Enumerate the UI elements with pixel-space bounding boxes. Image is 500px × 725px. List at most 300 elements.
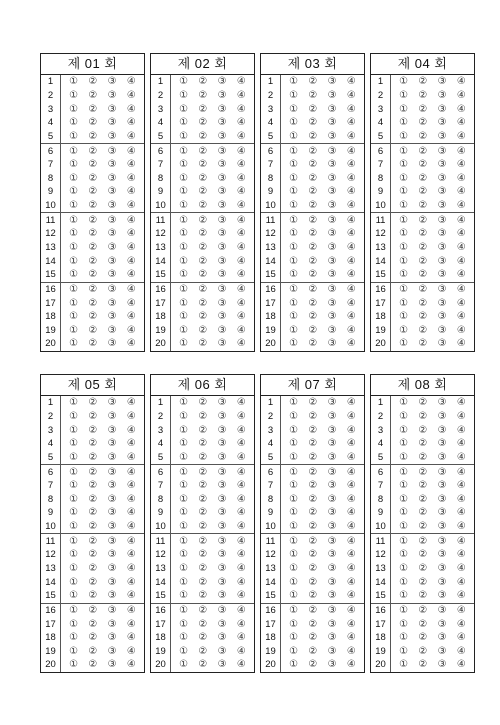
- answer-bubble-1[interactable]: ①: [289, 89, 299, 101]
- answer-bubble-3[interactable]: ③: [107, 324, 117, 336]
- answer-bubble-2[interactable]: ②: [308, 576, 318, 588]
- answer-bubble-1[interactable]: ①: [289, 645, 299, 657]
- answer-bubble-1[interactable]: ①: [399, 493, 409, 505]
- answer-bubble-3[interactable]: ③: [327, 535, 337, 547]
- answer-bubble-2[interactable]: ②: [308, 451, 318, 463]
- answer-bubble-3[interactable]: ③: [107, 76, 117, 88]
- answer-bubble-2[interactable]: ②: [418, 507, 428, 519]
- answer-bubble-4[interactable]: ④: [456, 604, 466, 616]
- answer-bubble-1[interactable]: ①: [179, 200, 189, 212]
- answer-bubble-1[interactable]: ①: [289, 618, 299, 630]
- answer-bubble-4[interactable]: ④: [236, 117, 246, 129]
- answer-bubble-1[interactable]: ①: [69, 200, 79, 212]
- answer-bubble-2[interactable]: ②: [418, 130, 428, 142]
- answer-bubble-2[interactable]: ②: [198, 451, 208, 463]
- answer-bubble-4[interactable]: ④: [236, 297, 246, 309]
- answer-bubble-4[interactable]: ④: [456, 269, 466, 281]
- answer-bubble-4[interactable]: ④: [236, 76, 246, 88]
- answer-bubble-4[interactable]: ④: [126, 493, 136, 505]
- answer-bubble-2[interactable]: ②: [418, 76, 428, 88]
- answer-bubble-3[interactable]: ③: [217, 117, 227, 129]
- answer-bubble-4[interactable]: ④: [236, 145, 246, 157]
- answer-bubble-4[interactable]: ④: [126, 397, 136, 409]
- answer-bubble-4[interactable]: ④: [346, 76, 356, 88]
- answer-bubble-1[interactable]: ①: [69, 283, 79, 295]
- answer-bubble-1[interactable]: ①: [179, 466, 189, 478]
- answer-bubble-2[interactable]: ②: [308, 269, 318, 281]
- answer-bubble-1[interactable]: ①: [69, 228, 79, 240]
- answer-bubble-1[interactable]: ①: [179, 324, 189, 336]
- answer-bubble-4[interactable]: ④: [236, 311, 246, 323]
- answer-bubble-4[interactable]: ④: [456, 438, 466, 450]
- answer-bubble-3[interactable]: ③: [217, 103, 227, 115]
- answer-bubble-3[interactable]: ③: [217, 269, 227, 281]
- answer-bubble-1[interactable]: ①: [179, 186, 189, 198]
- answer-bubble-4[interactable]: ④: [346, 466, 356, 478]
- answer-bubble-1[interactable]: ①: [69, 604, 79, 616]
- answer-bubble-2[interactable]: ②: [418, 618, 428, 630]
- answer-bubble-3[interactable]: ③: [437, 76, 447, 88]
- answer-bubble-3[interactable]: ③: [437, 200, 447, 212]
- answer-bubble-4[interactable]: ④: [346, 200, 356, 212]
- answer-bubble-3[interactable]: ③: [437, 493, 447, 505]
- answer-bubble-1[interactable]: ①: [69, 466, 79, 478]
- answer-bubble-3[interactable]: ③: [437, 632, 447, 644]
- answer-bubble-2[interactable]: ②: [418, 159, 428, 171]
- answer-bubble-4[interactable]: ④: [346, 590, 356, 602]
- answer-bubble-1[interactable]: ①: [289, 103, 299, 115]
- answer-bubble-4[interactable]: ④: [126, 521, 136, 533]
- answer-bubble-1[interactable]: ①: [179, 507, 189, 519]
- answer-bubble-4[interactable]: ④: [346, 576, 356, 588]
- answer-bubble-2[interactable]: ②: [88, 214, 98, 226]
- answer-bubble-4[interactable]: ④: [346, 311, 356, 323]
- answer-bubble-1[interactable]: ①: [399, 145, 409, 157]
- answer-bubble-1[interactable]: ①: [69, 632, 79, 644]
- answer-bubble-2[interactable]: ②: [308, 618, 318, 630]
- answer-bubble-2[interactable]: ②: [88, 466, 98, 478]
- answer-bubble-4[interactable]: ④: [236, 159, 246, 171]
- answer-bubble-3[interactable]: ③: [437, 324, 447, 336]
- answer-bubble-3[interactable]: ③: [217, 397, 227, 409]
- answer-bubble-2[interactable]: ②: [418, 438, 428, 450]
- answer-bubble-3[interactable]: ③: [437, 103, 447, 115]
- answer-bubble-2[interactable]: ②: [308, 410, 318, 422]
- answer-bubble-1[interactable]: ①: [399, 397, 409, 409]
- answer-bubble-2[interactable]: ②: [418, 604, 428, 616]
- answer-bubble-3[interactable]: ③: [217, 311, 227, 323]
- answer-bubble-1[interactable]: ①: [399, 632, 409, 644]
- answer-bubble-4[interactable]: ④: [456, 590, 466, 602]
- answer-bubble-4[interactable]: ④: [456, 214, 466, 226]
- answer-bubble-2[interactable]: ②: [418, 659, 428, 671]
- answer-bubble-1[interactable]: ①: [289, 659, 299, 671]
- answer-bubble-2[interactable]: ②: [88, 186, 98, 198]
- answer-bubble-2[interactable]: ②: [308, 159, 318, 171]
- answer-bubble-2[interactable]: ②: [198, 130, 208, 142]
- answer-bubble-4[interactable]: ④: [346, 159, 356, 171]
- answer-bubble-2[interactable]: ②: [308, 89, 318, 101]
- answer-bubble-2[interactable]: ②: [308, 324, 318, 336]
- answer-bubble-2[interactable]: ②: [88, 130, 98, 142]
- answer-bubble-1[interactable]: ①: [399, 659, 409, 671]
- answer-bubble-3[interactable]: ③: [217, 228, 227, 240]
- answer-bubble-3[interactable]: ③: [217, 172, 227, 184]
- answer-bubble-4[interactable]: ④: [126, 76, 136, 88]
- answer-bubble-3[interactable]: ③: [217, 632, 227, 644]
- answer-bubble-3[interactable]: ③: [437, 618, 447, 630]
- answer-bubble-2[interactable]: ②: [198, 228, 208, 240]
- answer-bubble-3[interactable]: ③: [327, 632, 337, 644]
- answer-bubble-3[interactable]: ③: [327, 130, 337, 142]
- answer-bubble-1[interactable]: ①: [69, 535, 79, 547]
- answer-bubble-1[interactable]: ①: [289, 172, 299, 184]
- answer-bubble-1[interactable]: ①: [399, 424, 409, 436]
- answer-bubble-3[interactable]: ③: [437, 480, 447, 492]
- answer-bubble-3[interactable]: ③: [327, 576, 337, 588]
- answer-bubble-1[interactable]: ①: [69, 242, 79, 253]
- answer-bubble-2[interactable]: ②: [418, 214, 428, 226]
- answer-bubble-4[interactable]: ④: [346, 255, 356, 267]
- answer-bubble-4[interactable]: ④: [456, 451, 466, 463]
- answer-bubble-2[interactable]: ②: [418, 466, 428, 478]
- answer-bubble-3[interactable]: ③: [437, 214, 447, 226]
- answer-bubble-1[interactable]: ①: [289, 242, 299, 253]
- answer-bubble-4[interactable]: ④: [126, 438, 136, 450]
- answer-bubble-4[interactable]: ④: [126, 424, 136, 436]
- answer-bubble-3[interactable]: ③: [437, 186, 447, 198]
- answer-bubble-1[interactable]: ①: [179, 451, 189, 463]
- answer-bubble-1[interactable]: ①: [69, 269, 79, 281]
- answer-bubble-4[interactable]: ④: [236, 186, 246, 198]
- answer-bubble-1[interactable]: ①: [69, 563, 79, 574]
- answer-bubble-1[interactable]: ①: [179, 76, 189, 88]
- answer-bubble-3[interactable]: ③: [437, 424, 447, 436]
- answer-bubble-2[interactable]: ②: [198, 410, 208, 422]
- answer-bubble-1[interactable]: ①: [69, 451, 79, 463]
- answer-bubble-3[interactable]: ③: [107, 507, 117, 519]
- answer-bubble-3[interactable]: ③: [107, 117, 117, 129]
- answer-bubble-4[interactable]: ④: [126, 338, 136, 350]
- answer-bubble-4[interactable]: ④: [456, 563, 466, 574]
- answer-bubble-1[interactable]: ①: [399, 89, 409, 101]
- answer-bubble-4[interactable]: ④: [346, 480, 356, 492]
- answer-bubble-4[interactable]: ④: [346, 117, 356, 129]
- answer-bubble-4[interactable]: ④: [126, 297, 136, 309]
- answer-bubble-4[interactable]: ④: [126, 255, 136, 267]
- answer-bubble-2[interactable]: ②: [308, 645, 318, 657]
- answer-bubble-3[interactable]: ③: [437, 521, 447, 533]
- answer-bubble-3[interactable]: ③: [437, 604, 447, 616]
- answer-bubble-4[interactable]: ④: [456, 659, 466, 671]
- answer-bubble-4[interactable]: ④: [456, 466, 466, 478]
- answer-bubble-3[interactable]: ③: [107, 338, 117, 350]
- answer-bubble-4[interactable]: ④: [236, 521, 246, 533]
- answer-bubble-2[interactable]: ②: [308, 438, 318, 450]
- answer-bubble-1[interactable]: ①: [179, 438, 189, 450]
- answer-bubble-2[interactable]: ②: [308, 521, 318, 533]
- answer-bubble-1[interactable]: ①: [69, 76, 79, 88]
- answer-bubble-2[interactable]: ②: [88, 645, 98, 657]
- answer-bubble-3[interactable]: ③: [437, 576, 447, 588]
- answer-bubble-1[interactable]: ①: [179, 145, 189, 157]
- answer-bubble-3[interactable]: ③: [327, 200, 337, 212]
- answer-bubble-2[interactable]: ②: [418, 324, 428, 336]
- answer-bubble-2[interactable]: ②: [418, 228, 428, 240]
- answer-bubble-2[interactable]: ②: [88, 172, 98, 184]
- answer-bubble-3[interactable]: ③: [437, 338, 447, 350]
- answer-bubble-2[interactable]: ②: [418, 283, 428, 295]
- answer-bubble-4[interactable]: ④: [456, 186, 466, 198]
- answer-bubble-4[interactable]: ④: [456, 130, 466, 142]
- answer-bubble-4[interactable]: ④: [236, 493, 246, 505]
- answer-bubble-2[interactable]: ②: [88, 255, 98, 267]
- answer-bubble-2[interactable]: ②: [88, 480, 98, 492]
- answer-bubble-4[interactable]: ④: [346, 451, 356, 463]
- answer-bubble-4[interactable]: ④: [126, 145, 136, 157]
- answer-bubble-1[interactable]: ①: [69, 480, 79, 492]
- answer-bubble-3[interactable]: ③: [217, 535, 227, 547]
- answer-bubble-1[interactable]: ①: [179, 103, 189, 115]
- answer-bubble-1[interactable]: ①: [289, 466, 299, 478]
- answer-bubble-4[interactable]: ④: [346, 186, 356, 198]
- answer-bubble-4[interactable]: ④: [456, 283, 466, 295]
- answer-bubble-2[interactable]: ②: [308, 242, 318, 253]
- answer-bubble-2[interactable]: ②: [88, 297, 98, 309]
- answer-bubble-1[interactable]: ①: [179, 214, 189, 226]
- answer-bubble-1[interactable]: ①: [399, 103, 409, 115]
- answer-bubble-1[interactable]: ①: [179, 338, 189, 350]
- answer-bubble-4[interactable]: ④: [346, 410, 356, 422]
- answer-bubble-1[interactable]: ①: [289, 397, 299, 409]
- answer-bubble-4[interactable]: ④: [456, 117, 466, 129]
- answer-bubble-3[interactable]: ③: [327, 269, 337, 281]
- answer-bubble-3[interactable]: ③: [217, 466, 227, 478]
- answer-bubble-3[interactable]: ③: [217, 590, 227, 602]
- answer-bubble-4[interactable]: ④: [236, 604, 246, 616]
- answer-bubble-1[interactable]: ①: [69, 172, 79, 184]
- answer-bubble-2[interactable]: ②: [88, 283, 98, 295]
- answer-bubble-4[interactable]: ④: [236, 507, 246, 519]
- answer-bubble-1[interactable]: ①: [179, 563, 189, 574]
- answer-bubble-3[interactable]: ③: [107, 214, 117, 226]
- answer-bubble-2[interactable]: ②: [88, 659, 98, 671]
- answer-bubble-4[interactable]: ④: [126, 576, 136, 588]
- answer-bubble-3[interactable]: ③: [217, 200, 227, 212]
- answer-bubble-4[interactable]: ④: [236, 103, 246, 115]
- answer-bubble-2[interactable]: ②: [88, 76, 98, 88]
- answer-bubble-2[interactable]: ②: [198, 311, 208, 323]
- answer-bubble-1[interactable]: ①: [289, 549, 299, 561]
- answer-bubble-4[interactable]: ④: [236, 659, 246, 671]
- answer-bubble-1[interactable]: ①: [399, 410, 409, 422]
- answer-bubble-3[interactable]: ③: [107, 576, 117, 588]
- answer-bubble-4[interactable]: ④: [126, 103, 136, 115]
- answer-bubble-2[interactable]: ②: [198, 269, 208, 281]
- answer-bubble-4[interactable]: ④: [236, 576, 246, 588]
- answer-bubble-2[interactable]: ②: [198, 632, 208, 644]
- answer-bubble-2[interactable]: ②: [308, 145, 318, 157]
- answer-bubble-3[interactable]: ③: [327, 507, 337, 519]
- answer-bubble-4[interactable]: ④: [126, 549, 136, 561]
- answer-bubble-4[interactable]: ④: [126, 618, 136, 630]
- answer-bubble-2[interactable]: ②: [198, 521, 208, 533]
- answer-bubble-4[interactable]: ④: [236, 466, 246, 478]
- answer-bubble-1[interactable]: ①: [289, 438, 299, 450]
- answer-bubble-2[interactable]: ②: [418, 590, 428, 602]
- answer-bubble-4[interactable]: ④: [456, 507, 466, 519]
- answer-bubble-4[interactable]: ④: [456, 338, 466, 350]
- answer-bubble-2[interactable]: ②: [308, 590, 318, 602]
- answer-bubble-3[interactable]: ③: [327, 645, 337, 657]
- answer-bubble-1[interactable]: ①: [69, 324, 79, 336]
- answer-bubble-2[interactable]: ②: [418, 172, 428, 184]
- answer-bubble-1[interactable]: ①: [399, 480, 409, 492]
- answer-bubble-2[interactable]: ②: [88, 228, 98, 240]
- answer-bubble-4[interactable]: ④: [126, 228, 136, 240]
- answer-bubble-4[interactable]: ④: [126, 117, 136, 129]
- answer-bubble-1[interactable]: ①: [179, 493, 189, 505]
- answer-bubble-2[interactable]: ②: [198, 507, 208, 519]
- answer-bubble-2[interactable]: ②: [88, 159, 98, 171]
- answer-bubble-3[interactable]: ③: [437, 466, 447, 478]
- answer-bubble-3[interactable]: ③: [107, 410, 117, 422]
- answer-bubble-3[interactable]: ③: [437, 535, 447, 547]
- answer-bubble-2[interactable]: ②: [198, 145, 208, 157]
- answer-bubble-2[interactable]: ②: [88, 563, 98, 574]
- answer-bubble-3[interactable]: ③: [327, 410, 337, 422]
- answer-bubble-4[interactable]: ④: [126, 214, 136, 226]
- answer-bubble-4[interactable]: ④: [456, 618, 466, 630]
- answer-bubble-2[interactable]: ②: [198, 76, 208, 88]
- answer-bubble-3[interactable]: ③: [327, 324, 337, 336]
- answer-bubble-3[interactable]: ③: [327, 618, 337, 630]
- answer-bubble-2[interactable]: ②: [418, 410, 428, 422]
- answer-bubble-2[interactable]: ②: [198, 549, 208, 561]
- answer-bubble-3[interactable]: ③: [107, 297, 117, 309]
- answer-bubble-3[interactable]: ③: [107, 311, 117, 323]
- answer-bubble-3[interactable]: ③: [107, 632, 117, 644]
- answer-bubble-2[interactable]: ②: [198, 255, 208, 267]
- answer-bubble-2[interactable]: ②: [418, 493, 428, 505]
- answer-bubble-4[interactable]: ④: [456, 159, 466, 171]
- answer-bubble-4[interactable]: ④: [346, 493, 356, 505]
- answer-bubble-4[interactable]: ④: [126, 410, 136, 422]
- answer-bubble-4[interactable]: ④: [456, 632, 466, 644]
- answer-bubble-4[interactable]: ④: [456, 645, 466, 657]
- answer-bubble-4[interactable]: ④: [456, 297, 466, 309]
- answer-bubble-1[interactable]: ①: [399, 172, 409, 184]
- answer-bubble-2[interactable]: ②: [198, 659, 208, 671]
- answer-bubble-2[interactable]: ②: [418, 269, 428, 281]
- answer-bubble-3[interactable]: ③: [327, 466, 337, 478]
- answer-bubble-4[interactable]: ④: [346, 242, 356, 253]
- answer-bubble-2[interactable]: ②: [418, 89, 428, 101]
- answer-bubble-2[interactable]: ②: [308, 466, 318, 478]
- answer-bubble-4[interactable]: ④: [236, 324, 246, 336]
- answer-bubble-1[interactable]: ①: [289, 604, 299, 616]
- answer-bubble-4[interactable]: ④: [456, 172, 466, 184]
- answer-bubble-3[interactable]: ③: [107, 618, 117, 630]
- answer-bubble-3[interactable]: ③: [327, 397, 337, 409]
- answer-bubble-1[interactable]: ①: [289, 228, 299, 240]
- answer-bubble-2[interactable]: ②: [418, 397, 428, 409]
- answer-bubble-1[interactable]: ①: [289, 576, 299, 588]
- answer-bubble-1[interactable]: ①: [69, 397, 79, 409]
- answer-bubble-1[interactable]: ①: [179, 397, 189, 409]
- answer-bubble-3[interactable]: ③: [107, 89, 117, 101]
- answer-bubble-2[interactable]: ②: [198, 535, 208, 547]
- answer-bubble-3[interactable]: ③: [217, 493, 227, 505]
- answer-bubble-1[interactable]: ①: [289, 130, 299, 142]
- answer-bubble-2[interactable]: ②: [88, 535, 98, 547]
- answer-bubble-3[interactable]: ③: [327, 480, 337, 492]
- answer-bubble-2[interactable]: ②: [418, 424, 428, 436]
- answer-bubble-3[interactable]: ③: [107, 480, 117, 492]
- answer-bubble-3[interactable]: ③: [437, 549, 447, 561]
- answer-bubble-2[interactable]: ②: [308, 549, 318, 561]
- answer-bubble-3[interactable]: ③: [217, 297, 227, 309]
- answer-bubble-3[interactable]: ③: [437, 242, 447, 253]
- answer-bubble-1[interactable]: ①: [289, 76, 299, 88]
- answer-bubble-1[interactable]: ①: [179, 297, 189, 309]
- answer-bubble-3[interactable]: ③: [327, 549, 337, 561]
- answer-bubble-3[interactable]: ③: [437, 159, 447, 171]
- answer-bubble-3[interactable]: ③: [327, 283, 337, 295]
- answer-bubble-2[interactable]: ②: [198, 604, 208, 616]
- answer-bubble-3[interactable]: ③: [327, 159, 337, 171]
- answer-bubble-3[interactable]: ③: [327, 117, 337, 129]
- answer-bubble-4[interactable]: ④: [126, 269, 136, 281]
- answer-bubble-1[interactable]: ①: [289, 297, 299, 309]
- answer-bubble-2[interactable]: ②: [198, 172, 208, 184]
- answer-bubble-1[interactable]: ①: [179, 521, 189, 533]
- answer-bubble-1[interactable]: ①: [179, 632, 189, 644]
- answer-bubble-2[interactable]: ②: [88, 338, 98, 350]
- answer-bubble-3[interactable]: ③: [327, 659, 337, 671]
- answer-bubble-2[interactable]: ②: [308, 659, 318, 671]
- answer-bubble-2[interactable]: ②: [88, 89, 98, 101]
- answer-bubble-1[interactable]: ①: [179, 89, 189, 101]
- answer-bubble-2[interactable]: ②: [88, 549, 98, 561]
- answer-bubble-2[interactable]: ②: [418, 632, 428, 644]
- answer-bubble-3[interactable]: ③: [217, 549, 227, 561]
- answer-bubble-4[interactable]: ④: [236, 338, 246, 350]
- answer-bubble-1[interactable]: ①: [179, 172, 189, 184]
- answer-bubble-3[interactable]: ③: [217, 324, 227, 336]
- answer-bubble-2[interactable]: ②: [198, 242, 208, 253]
- answer-bubble-4[interactable]: ④: [456, 576, 466, 588]
- answer-bubble-1[interactable]: ①: [69, 618, 79, 630]
- answer-bubble-4[interactable]: ④: [456, 549, 466, 561]
- answer-bubble-4[interactable]: ④: [126, 311, 136, 323]
- answer-bubble-3[interactable]: ③: [107, 228, 117, 240]
- answer-bubble-2[interactable]: ②: [418, 242, 428, 253]
- answer-bubble-4[interactable]: ④: [346, 338, 356, 350]
- answer-bubble-3[interactable]: ③: [437, 255, 447, 267]
- answer-bubble-4[interactable]: ④: [456, 89, 466, 101]
- answer-bubble-2[interactable]: ②: [88, 424, 98, 436]
- answer-bubble-4[interactable]: ④: [236, 438, 246, 450]
- answer-bubble-1[interactable]: ①: [399, 159, 409, 171]
- answer-bubble-2[interactable]: ②: [88, 269, 98, 281]
- answer-bubble-3[interactable]: ③: [217, 255, 227, 267]
- answer-bubble-3[interactable]: ③: [107, 145, 117, 157]
- answer-bubble-3[interactable]: ③: [327, 89, 337, 101]
- answer-bubble-1[interactable]: ①: [289, 507, 299, 519]
- answer-bubble-4[interactable]: ④: [126, 324, 136, 336]
- answer-bubble-2[interactable]: ②: [418, 311, 428, 323]
